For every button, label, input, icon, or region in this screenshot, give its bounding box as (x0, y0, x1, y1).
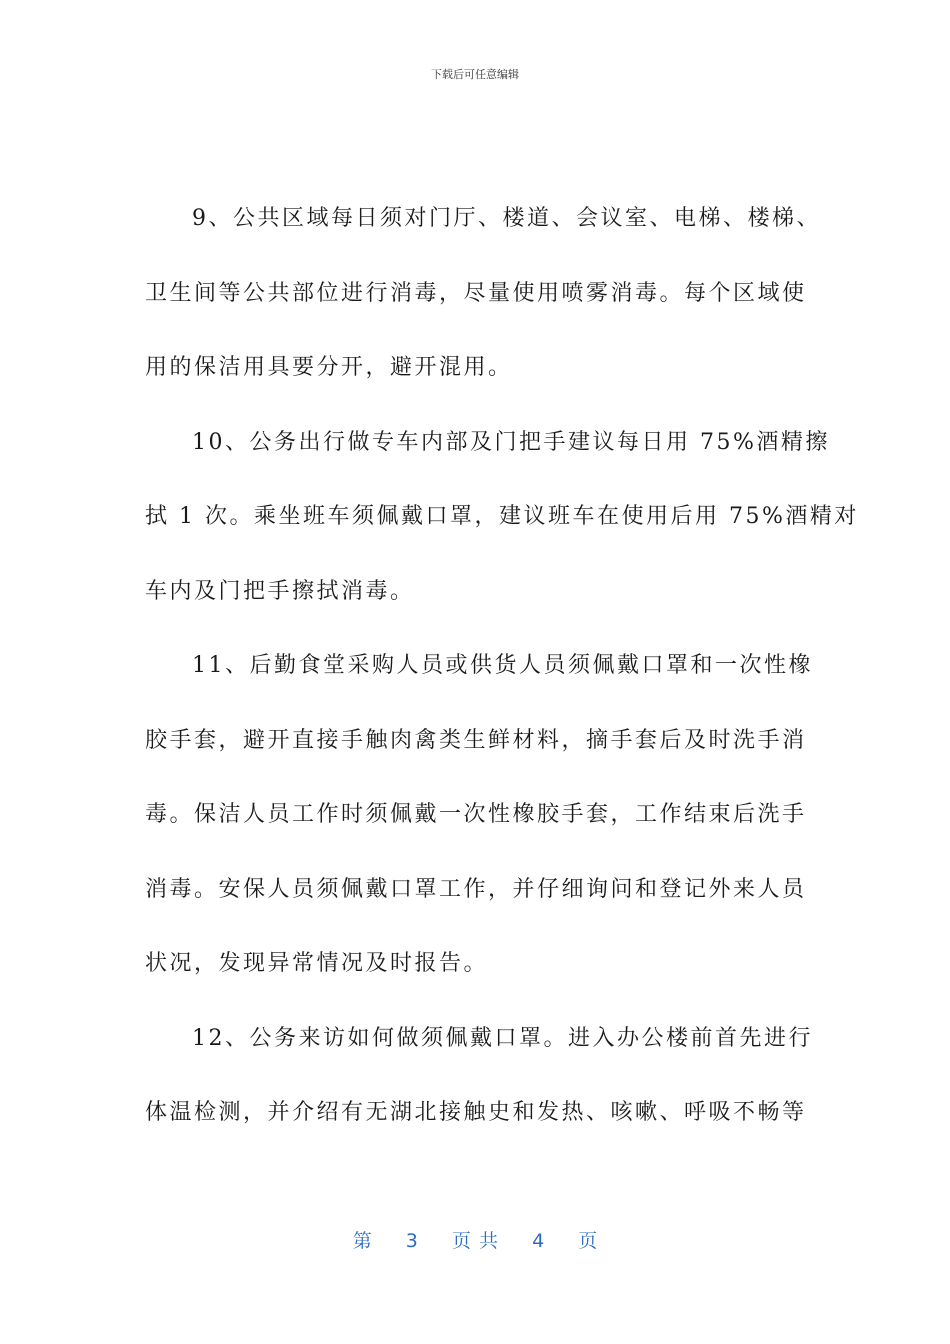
paragraph-line: 车内及门把手擦拭消毒。 (145, 578, 415, 604)
footer-suffix: 页 (578, 1230, 598, 1252)
page-header: 下载后可任意编辑 (431, 68, 519, 81)
paragraph-line: 胶手套，避开直接手触肉禽类生鲜材料，摘手套后及时洗手消 (145, 727, 807, 753)
paragraph-line: 体温检测，并介绍有无湖北接触史和发热、咳嗽、呼吸不畅等 (145, 1100, 807, 1125)
paragraph-line: 状况，发现异常情况及时报告。 (145, 951, 489, 976)
page-footer (0, 1226, 950, 1253)
paragraph-line: 11、后勤食堂采购人员或供货人员须佩戴口罩和一次性橡 (192, 653, 813, 678)
paragraph-line: 用的保洁用具要分开，避开混用。 (145, 355, 513, 380)
footer-current-page: 3 (405, 1230, 418, 1252)
footer-total-pages: 4 (532, 1230, 545, 1252)
paragraph-line: 12、公务来访如何做须佩戴口罩。进入办公楼前首先进行 (192, 1025, 813, 1051)
paragraph-line: 消毒。安保人员须佩戴口罩工作，并仔细询问和登记外来人员 (145, 876, 807, 902)
document-body (145, 200, 859, 1169)
paragraph-line: 10、公务出行做专车内部及门把手建议每日用 75%酒精擦 (192, 429, 830, 455)
paragraph-line: 9、公共区域每日须对门厅、楼道、会议室、电梯、楼梯、 (192, 206, 821, 231)
footer-prefix: 第 (352, 1230, 372, 1252)
paragraph-line: 毒。保洁人员工作时须佩戴一次性橡胶手套，工作结束后洗手 (145, 802, 807, 827)
footer-middle: 页共 (451, 1230, 506, 1252)
paragraph-line: 卫生间等公共部位进行消毒，尽量使用喷雾消毒。每个区域使 (145, 280, 807, 306)
paragraph-line: 拭 1 次。乘坐班车须佩戴口罩，建议班车在使用后用 75%酒精对 (145, 504, 859, 529)
